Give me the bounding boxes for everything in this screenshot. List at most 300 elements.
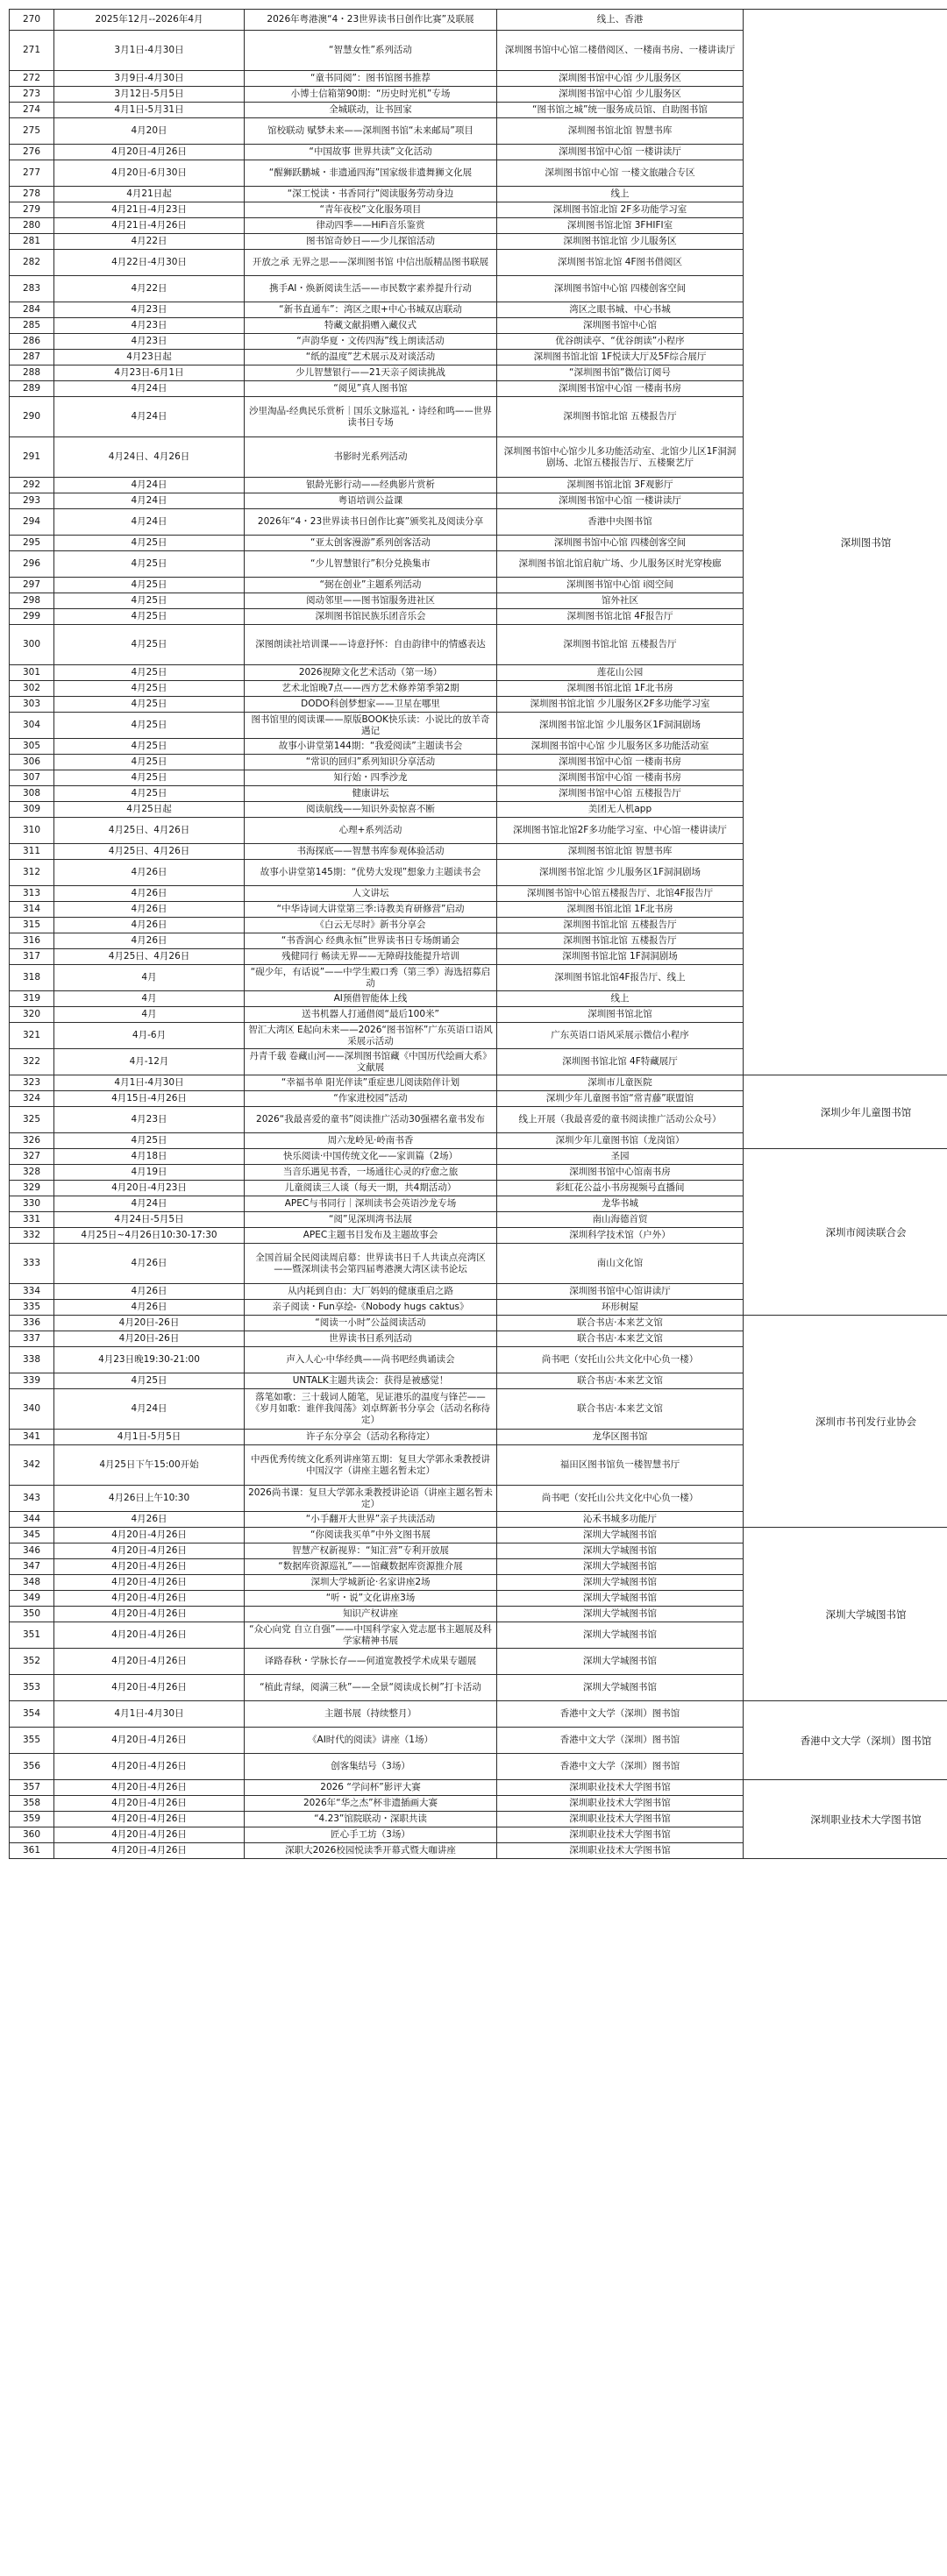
event-venue: 深圳图书馆北馆 4F图书借阅区 [497, 250, 744, 276]
event-date: 4月15日-4月26日 [54, 1091, 245, 1107]
event-title: 图书馆奇妙日——少儿探馆活动 [245, 234, 497, 250]
event-title: 阅读航线——知识外卖惊喜不断 [245, 802, 497, 818]
event-title: 故事小讲堂第144期：“我爱阅读”主题读书会 [245, 739, 497, 755]
event-venue: 深圳大学城图书馆 [497, 1575, 744, 1591]
row-number: 282 [10, 250, 54, 276]
event-venue: 深圳图书馆北馆 少儿服务区1F洞洞剧场 [497, 713, 744, 739]
events-table [9, 9, 947, 1859]
event-date: 4月26日上午10:30 [54, 1486, 245, 1512]
row-number: 285 [10, 318, 54, 334]
event-venue: 深圳图书馆中心馆五楼报告厅、北馆4F报告厅 [497, 886, 744, 902]
event-date: 4月20日-4月26日 [54, 1543, 245, 1559]
event-date: 4月20日-4月26日 [54, 1622, 245, 1649]
event-date: 4月25日~4月26日10:30-17:30 [54, 1228, 245, 1244]
event-venue: 深圳图书馆中心馆 四楼创客空间 [497, 276, 744, 302]
row-number: 304 [10, 713, 54, 739]
event-date: 4月20日-4月26日 [54, 1827, 245, 1843]
event-date: 4月20日-4月26日 [54, 1796, 245, 1812]
event-title: 2026年“4・23世界读书日创作比赛”颁奖礼及阅读分享 [245, 509, 497, 536]
event-date: 4月 [54, 991, 245, 1007]
row-number: 326 [10, 1133, 54, 1149]
event-venue: 香港中文大学（深圳）图书馆 [497, 1754, 744, 1780]
event-date: 4月20日 [54, 118, 245, 145]
event-date: 4月1日-4月30日 [54, 1075, 245, 1091]
event-venue: 深圳图书馆中心馆讲读厅 [497, 1284, 744, 1300]
row-number: 336 [10, 1316, 54, 1331]
event-venue: 深圳图书馆中心馆 [497, 318, 744, 334]
event-venue: 深圳图书馆中心馆南书房 [497, 1165, 744, 1181]
event-venue: 深圳市儿童医院 [497, 1075, 744, 1091]
event-date: 4月20日-4月26日 [54, 1607, 245, 1622]
event-date: 4月 [54, 1007, 245, 1023]
event-venue: 深圳图书馆中心馆 一楼讲读厅 [497, 145, 744, 160]
row-number: 321 [10, 1023, 54, 1049]
event-title: 沙里淘晶-经典民乐赏析｜国乐文脉巡礼・诗经和鸣——世界读书日专场 [245, 397, 497, 437]
event-title: APEC主题书目发布及主题故事会 [245, 1228, 497, 1244]
event-date: 4月21日起 [54, 187, 245, 202]
row-number: 314 [10, 902, 54, 918]
event-date: 4月-12月 [54, 1049, 245, 1075]
event-venue: 深圳职业技术大学图书馆 [497, 1827, 744, 1843]
row-number: 303 [10, 697, 54, 713]
organizer-cell: 深圳大学城图书馆 [744, 1528, 947, 1701]
event-venue: 深圳大学城图书馆 [497, 1528, 744, 1543]
event-title: 2026视障文化艺术活动（第一场） [245, 665, 497, 681]
event-date: 4月20日-4月26日 [54, 1559, 245, 1575]
event-title: DODO科创梦想家——卫星在哪里 [245, 697, 497, 713]
row-number: 307 [10, 770, 54, 786]
event-date: 4月25日 [54, 713, 245, 739]
event-venue: 深圳图书馆北馆 少儿服务区2F多功能学习室 [497, 697, 744, 713]
event-venue: 广东英语口语风采展示微信小程序 [497, 1023, 744, 1049]
row-number: 335 [10, 1300, 54, 1316]
row-number: 296 [10, 551, 54, 578]
row-number: 360 [10, 1827, 54, 1843]
event-venue: 深圳职业技术大学图书馆 [497, 1796, 744, 1812]
event-title: “中国故事 世界共读”文化活动 [245, 145, 497, 160]
event-title: 律动四季——HiFi音乐鉴赏 [245, 218, 497, 234]
event-venue: 联合书店·本来艺文馆 [497, 1389, 744, 1430]
event-venue: “图书馆之城”统一服务成员馆、自助图书馆 [497, 103, 744, 118]
event-title: 馆校联动 赋梦未来——深圳图书馆“未来邮局”项目 [245, 118, 497, 145]
row-number: 357 [10, 1780, 54, 1796]
table-row [10, 1316, 947, 1331]
event-title: “你阅读我买单”中外文图书展 [245, 1528, 497, 1543]
event-title: 落笔如歌：三十载词人随笔，见证港乐的温度与锋芒——《岁月如歌：谁伴我闯荡》刘卓辉新书分享会（活动名称待定） [245, 1389, 497, 1430]
event-title: 送书机器人打通借阅“最后100米” [245, 1007, 497, 1023]
event-date: 4月26日 [54, 902, 245, 918]
event-title: 智汇大湾区 E起向未来——2026“图书馆杯”广东英语口语风采展示活动 [245, 1023, 497, 1049]
organizer-cell: 深圳少年儿童图书馆 [744, 1075, 947, 1149]
organizer-cell: 深圳市阅读联合会 [744, 1149, 947, 1316]
row-number: 324 [10, 1091, 54, 1107]
row-number: 294 [10, 509, 54, 536]
event-venue: 深圳图书馆北馆 1F洞洞剧场 [497, 949, 744, 965]
row-number: 278 [10, 187, 54, 202]
event-venue: 深圳图书馆中心馆 i阅空间 [497, 578, 744, 593]
event-date: 4月25日 [54, 1133, 245, 1149]
row-number: 319 [10, 991, 54, 1007]
row-number: 359 [10, 1812, 54, 1827]
event-date: 4月25日 [54, 770, 245, 786]
event-date: 4月25日 [54, 551, 245, 578]
event-venue: 龙华书城 [497, 1196, 744, 1212]
event-venue: 深圳大学城图书馆 [497, 1559, 744, 1575]
event-date: 4月18日 [54, 1149, 245, 1165]
table-row [10, 1780, 947, 1796]
event-date: 4月23日 [54, 302, 245, 318]
event-title: 许子东分享会（活动名称待定） [245, 1430, 497, 1445]
event-venue: 深圳图书馆北馆 4F特藏展厅 [497, 1049, 744, 1075]
row-number: 284 [10, 302, 54, 318]
row-number: 340 [10, 1389, 54, 1430]
event-venue: 深圳图书馆中心馆二楼借阅区、一楼南书房、一楼讲读厅 [497, 31, 744, 71]
row-number: 308 [10, 786, 54, 802]
row-number: 343 [10, 1486, 54, 1512]
event-title: 深圳大学城新论·名家讲座2场 [245, 1575, 497, 1591]
event-date: 4月25日下午15:00开始 [54, 1445, 245, 1486]
event-title: “数据库资源巡礼”——馆藏数据库资源推介展 [245, 1559, 497, 1575]
event-title: “作家进校园”活动 [245, 1091, 497, 1107]
event-title: “阅见”真人图书馆 [245, 381, 497, 397]
event-date: 4月25日 [54, 665, 245, 681]
event-date: 4月23日 [54, 1107, 245, 1133]
event-title: “阅”见深圳湾书法展 [245, 1212, 497, 1228]
row-number: 318 [10, 965, 54, 991]
row-number: 361 [10, 1843, 54, 1859]
row-number: 313 [10, 886, 54, 902]
event-title: UNTALK主题共读会：获得是被感觉！ [245, 1373, 497, 1389]
row-number: 330 [10, 1196, 54, 1212]
event-venue: 尚书吧（安托山公共文化中心负一楼） [497, 1347, 744, 1373]
event-venue: 深圳少年儿童图书馆“常青藤”联盟馆 [497, 1091, 744, 1107]
event-venue: 深圳图书馆中心馆 一楼南书房 [497, 770, 744, 786]
event-date: 4月23日 [54, 334, 245, 350]
event-date: 4月25日 [54, 755, 245, 770]
event-title: 开放之承 无界之思——深圳图书馆 中信出版精品图书联展 [245, 250, 497, 276]
event-title: 残健同行 畅读无界——无障碍技能提升培训 [245, 949, 497, 965]
organizer-cell: 深圳图书馆 [744, 10, 947, 1075]
event-venue: 深圳图书馆北馆 1F北书房 [497, 681, 744, 697]
row-number: 305 [10, 739, 54, 755]
event-title: 2026年“华之杰”杯非遗插画大赛 [245, 1796, 497, 1812]
row-number: 273 [10, 87, 54, 103]
row-number: 334 [10, 1284, 54, 1300]
event-venue: 深圳图书馆北馆 3F观影厅 [497, 478, 744, 493]
event-date: 4月20日-6月30日 [54, 160, 245, 187]
event-venue: 深圳图书馆中心馆 五楼报告厅 [497, 786, 744, 802]
event-date: 4月20日-4月26日 [54, 1812, 245, 1827]
event-venue: 馆外社区 [497, 593, 744, 609]
event-date: 4月24日 [54, 478, 245, 493]
event-title: 《白云无尽时》新书分享会 [245, 918, 497, 933]
event-venue: 深圳大学城图书馆 [497, 1675, 744, 1701]
event-venue: 深圳大学城图书馆 [497, 1543, 744, 1559]
event-title: 丹青千载 卷藏山河——深圳图书馆藏《中国历代绘画大系》文献展 [245, 1049, 497, 1075]
event-date: 4月24日-5月5日 [54, 1212, 245, 1228]
event-venue: 深圳图书馆中心馆 少儿服务区 [497, 71, 744, 87]
event-date: 4月25日 [54, 739, 245, 755]
event-title: 特藏文献捐赠入藏仪式 [245, 318, 497, 334]
row-number: 312 [10, 860, 54, 886]
event-date: 4月20日-4月26日 [54, 145, 245, 160]
event-venue: 线上开展（我最喜爱的童书阅读推广活动公众号） [497, 1107, 744, 1133]
event-venue: 深圳图书馆北馆 1F悦读大厅及5F综合展厅 [497, 350, 744, 365]
row-number: 298 [10, 593, 54, 609]
event-date: 3月12日-5月5日 [54, 87, 245, 103]
event-venue: 深圳科学技术馆（户外） [497, 1228, 744, 1244]
row-number: 342 [10, 1445, 54, 1486]
event-venue: 深圳图书馆北馆 五楼报告厅 [497, 918, 744, 933]
event-date: 4月20日-4月26日 [54, 1528, 245, 1543]
row-number: 272 [10, 71, 54, 87]
event-venue: 深圳图书馆北馆2F多功能学习室、中心馆一楼讲读厅 [497, 818, 744, 844]
row-number: 355 [10, 1728, 54, 1754]
row-number: 279 [10, 202, 54, 218]
event-title: 匠心手工坊（3场） [245, 1827, 497, 1843]
event-date: 4月21日-4月23日 [54, 202, 245, 218]
row-number: 311 [10, 844, 54, 860]
event-date: 4月20日-26日 [54, 1331, 245, 1347]
event-title: 从内耗到自由：大厂妈妈的健康重启之路 [245, 1284, 497, 1300]
row-number: 310 [10, 818, 54, 844]
event-venue: 深圳图书馆北馆4F报告厅、线上 [497, 965, 744, 991]
event-title: “幸福书单 阳光伴读”重症患儿阅读陪伴计划 [245, 1075, 497, 1091]
row-number: 280 [10, 218, 54, 234]
row-number: 286 [10, 334, 54, 350]
row-number: 283 [10, 276, 54, 302]
event-venue: 线上 [497, 991, 744, 1007]
event-title: “阅读一小时”公益阅读活动 [245, 1316, 497, 1331]
row-number: 339 [10, 1373, 54, 1389]
event-venue: 联合书店·本来艺文馆 [497, 1373, 744, 1389]
event-title: 深圳图书馆民族乐团音乐会 [245, 609, 497, 625]
event-date: 4月23日 [54, 318, 245, 334]
event-title: “众心向党 自立自强”——中国科学家入党志愿书主题展及科学家精神书展 [245, 1622, 497, 1649]
event-title: 世界读书日系列活动 [245, 1331, 497, 1347]
event-venue: 深圳大学城图书馆 [497, 1607, 744, 1622]
event-date: 4月1日-5月31日 [54, 103, 245, 118]
event-title: “醒狮跃鹏城・非遗通四海”国家级非遗舞狮文化展 [245, 160, 497, 187]
event-title: “砚少年，有话说”——中学生殿口秀（第三季）海选招募启动 [245, 965, 497, 991]
event-schedule [9, 9, 938, 1859]
row-number: 302 [10, 681, 54, 697]
event-date: 4月22日 [54, 234, 245, 250]
event-date: 4月25日 [54, 578, 245, 593]
event-title: AI预借智能体上线 [245, 991, 497, 1007]
event-date: 4月19日 [54, 1165, 245, 1181]
row-number: 276 [10, 145, 54, 160]
row-number: 299 [10, 609, 54, 625]
row-number: 291 [10, 437, 54, 478]
event-date: 2025年12月--2026年4月 [54, 10, 245, 31]
row-number: 327 [10, 1149, 54, 1165]
event-venue: 深圳职业技术大学图书馆 [497, 1812, 744, 1827]
event-venue: 深圳图书馆北馆 智慧书库 [497, 118, 744, 145]
event-date: 4月-6月 [54, 1023, 245, 1049]
event-venue: 深圳职业技术大学图书馆 [497, 1843, 744, 1859]
event-date: 3月1日-4月30日 [54, 31, 245, 71]
event-title: 中西优秀传统文化系列讲座第五期：复旦大学郭永秉教授讲中国汉字（讲座主题名暂未定） [245, 1445, 497, 1486]
event-venue: 深圳图书馆中心馆 一楼讲读厅 [497, 493, 744, 509]
event-title: “纸的温度”艺术展示及对谈活动 [245, 350, 497, 365]
row-number: 344 [10, 1512, 54, 1528]
event-date: 4月24日 [54, 397, 245, 437]
event-title: 2026尚书课：复旦大学郭永秉教授讲论语（讲座主题名暂未定） [245, 1486, 497, 1512]
event-title: 全国首届全民阅读周启幕：世界读书日千人共读点亮湾区——暨深圳读书会第四届粤港澳大湾区读书论坛 [245, 1244, 497, 1284]
event-title: 银龄光影行动——经典影片赏析 [245, 478, 497, 493]
row-number: 349 [10, 1591, 54, 1607]
event-date: 4月23日-6月1日 [54, 365, 245, 381]
row-number: 309 [10, 802, 54, 818]
event-date: 4月25日起 [54, 802, 245, 818]
event-title: “中华诗词大讲堂第三季:诗教美育研修营”启动 [245, 902, 497, 918]
row-number: 328 [10, 1165, 54, 1181]
event-venue: 线上 [497, 187, 744, 202]
event-date: 4月25日 [54, 1373, 245, 1389]
organizer-cell: 深圳职业技术大学图书馆 [744, 1780, 947, 1859]
event-venue: 深圳图书馆中心馆 少儿服务区 [497, 87, 744, 103]
row-number: 275 [10, 118, 54, 145]
event-title: 人文讲坛 [245, 886, 497, 902]
event-venue: 深圳图书馆北馆 4F报告厅 [497, 609, 744, 625]
event-title: 深图朗读社培训课——诗意抒怀：自由韵律中的情感表达 [245, 625, 497, 665]
event-title: “童书同阅”：图书馆图书推荐 [245, 71, 497, 87]
row-number: 329 [10, 1181, 54, 1196]
row-number: 345 [10, 1528, 54, 1543]
event-venue: 环形树屋 [497, 1300, 744, 1316]
event-title: “4.23”馆院联动・深职共读 [245, 1812, 497, 1827]
event-title: 故事小讲堂第145期：“优势大发现”想象力主题读书会 [245, 860, 497, 886]
event-venue: 深圳图书馆中心馆 一楼文旅融合专区 [497, 160, 744, 187]
row-number: 288 [10, 365, 54, 381]
event-venue: 深圳图书馆北馆 五楼报告厅 [497, 625, 744, 665]
event-title: “青年夜校”文化服务项目 [245, 202, 497, 218]
row-number: 295 [10, 536, 54, 551]
row-number: 287 [10, 350, 54, 365]
event-date: 4月25日 [54, 536, 245, 551]
row-number: 274 [10, 103, 54, 118]
event-title: 声入人心·中华经典——尚书吧经典诵读会 [245, 1347, 497, 1373]
event-venue: 龙华区图书馆 [497, 1430, 744, 1445]
row-number: 301 [10, 665, 54, 681]
event-date: 4月24日 [54, 1196, 245, 1212]
event-date: 4月25日、4月26日 [54, 949, 245, 965]
event-venue: 香港中文大学（深圳）图书馆 [497, 1701, 744, 1728]
row-number: 333 [10, 1244, 54, 1284]
event-venue: 深圳大学城图书馆 [497, 1622, 744, 1649]
event-title: “植此青绿，阅满三秋”——全景“阅读成长树”打卡活动 [245, 1675, 497, 1701]
event-title: 亲子阅读・Fun享绘-《Nobody hugs caktus》 [245, 1300, 497, 1316]
row-number: 331 [10, 1212, 54, 1228]
row-number: 315 [10, 918, 54, 933]
event-title: 儿童阅读三人谈（每天一期，共4期活动） [245, 1181, 497, 1196]
event-venue: 深圳图书馆中心馆 四楼创客空间 [497, 536, 744, 551]
event-title: 小博士信箱第90期：“历史时光机”专场 [245, 87, 497, 103]
table-row [10, 1075, 947, 1091]
event-date: 4月20日-4月26日 [54, 1575, 245, 1591]
event-date: 4月1日-4月30日 [54, 1701, 245, 1728]
event-venue: 深圳图书馆北馆 少儿服务区1F洞洞剧场 [497, 860, 744, 886]
event-venue: 美团无人机app [497, 802, 744, 818]
event-title: 粤语培训公益课 [245, 493, 497, 509]
row-number: 281 [10, 234, 54, 250]
event-date: 3月9日-4月30日 [54, 71, 245, 87]
event-title: “深工悦读・书香同行”阅读服务劳动身边 [245, 187, 497, 202]
row-number: 270 [10, 10, 54, 31]
event-title: 艺术北馆晚7点——西方艺术修养第季第2期 [245, 681, 497, 697]
event-date: 4月25日 [54, 681, 245, 697]
organizer-cell: 香港中文大学（深圳）图书馆 [744, 1701, 947, 1780]
event-date: 4月20日-26日 [54, 1316, 245, 1331]
event-title: 当音乐遇见书香，一场通往心灵的疗愈之旅 [245, 1165, 497, 1181]
row-number: 316 [10, 933, 54, 949]
event-title: 少儿智慧银行——21天亲子阅读挑战 [245, 365, 497, 381]
event-date: 4月25日、4月26日 [54, 844, 245, 860]
row-number: 337 [10, 1331, 54, 1347]
event-title: 译路春秋・学脉长存——何道宽教授学术成果专题展 [245, 1649, 497, 1675]
event-title: 主题书展（持续整月） [245, 1701, 497, 1728]
row-number: 277 [10, 160, 54, 187]
row-number: 320 [10, 1007, 54, 1023]
event-venue: 圣园 [497, 1149, 744, 1165]
event-title: 知行始・四季沙龙 [245, 770, 497, 786]
event-date: 4月20日-4月26日 [54, 1649, 245, 1675]
row-number: 292 [10, 478, 54, 493]
event-title: APEC与书同行｜深圳读书会英语沙龙专场 [245, 1196, 497, 1212]
event-date: 4月21日-4月26日 [54, 218, 245, 234]
event-title: 周六龙岭见·岭南书香 [245, 1133, 497, 1149]
event-title: 健康讲坛 [245, 786, 497, 802]
event-venue: 沁禾书城多功能厅 [497, 1512, 744, 1528]
table-row [10, 10, 947, 31]
table-row [10, 1149, 947, 1165]
row-number: 341 [10, 1430, 54, 1445]
event-title: “书香润心 经典永恒”世界读书日专场朗诵会 [245, 933, 497, 949]
row-number: 350 [10, 1607, 54, 1622]
row-number: 332 [10, 1228, 54, 1244]
event-date: 4月24日 [54, 509, 245, 536]
row-number: 306 [10, 755, 54, 770]
event-date: 4月 [54, 965, 245, 991]
event-venue: 深圳图书馆北馆 [497, 1007, 744, 1023]
event-venue: 湾区之眼书城、中心书城 [497, 302, 744, 318]
event-title: 知识产权讲座 [245, 1607, 497, 1622]
event-title: 2026年粤港澳“4・23世界读书日创作比赛”及联展 [245, 10, 497, 31]
events-table-body [10, 10, 947, 1859]
event-venue: 深圳图书馆北馆 1F北书房 [497, 902, 744, 918]
event-title: 2026“我最喜爱的童书”阅读推广活动30强褶名童书发布 [245, 1107, 497, 1133]
table-row [10, 1528, 947, 1543]
event-date: 4月26日 [54, 933, 245, 949]
event-venue: 深圳图书馆北馆 3FHIFI室 [497, 218, 744, 234]
event-date: 4月24日、4月26日 [54, 437, 245, 478]
event-date: 4月26日 [54, 1284, 245, 1300]
event-venue: 深圳图书馆北馆 2F多功能学习室 [497, 202, 744, 218]
event-date: 4月26日 [54, 1512, 245, 1528]
event-title: 《AI时代的阅读》讲座（1场） [245, 1728, 497, 1754]
row-number: 323 [10, 1075, 54, 1091]
row-number: 358 [10, 1796, 54, 1812]
event-date: 4月25日、4月26日 [54, 818, 245, 844]
row-number: 317 [10, 949, 54, 965]
event-date: 4月25日 [54, 593, 245, 609]
event-date: 4月20日-4月26日 [54, 1675, 245, 1701]
event-venue: 深圳图书馆北馆 五楼报告厅 [497, 397, 744, 437]
event-title: 深职大2026校园悦读季开幕式暨大咖讲座 [245, 1843, 497, 1859]
event-venue: 莲花山公园 [497, 665, 744, 681]
event-venue: 深圳图书馆北馆 五楼报告厅 [497, 933, 744, 949]
